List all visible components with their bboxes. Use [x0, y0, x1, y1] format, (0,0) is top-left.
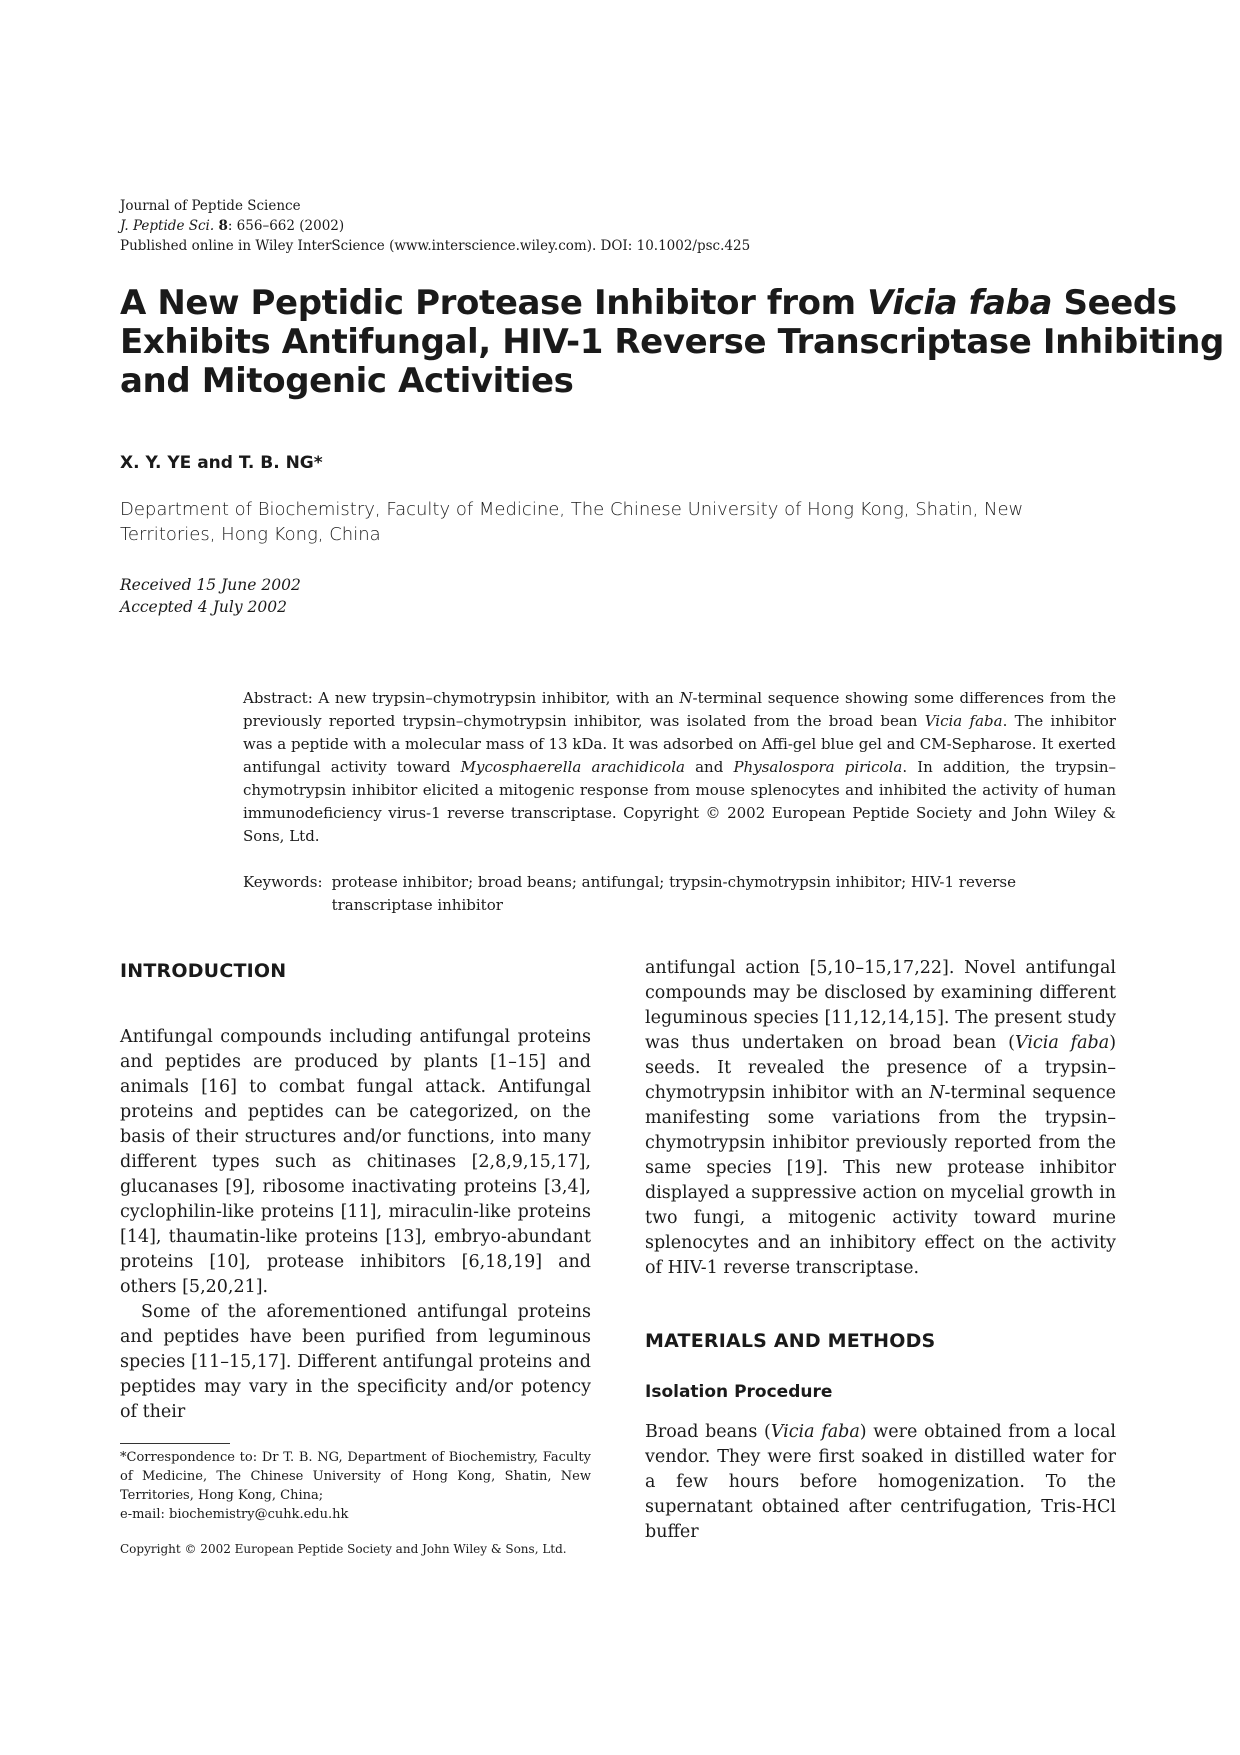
footnote-divider — [120, 1443, 230, 1444]
copyright-notice: Copyright © 2002 European Peptide Society and John Wiley & Sons, Ltd. — [120, 1542, 567, 1556]
methods-paragraph — [645, 1420, 1116, 1545]
left-column — [120, 1025, 591, 1425]
journal-header — [120, 196, 750, 256]
accepted-date: Accepted 4 July 2002 — [120, 598, 287, 616]
abstract-italic-fungus-2: Physalospora piricola — [733, 758, 903, 776]
intro-paragraph-1: Antifungal compounds including antifungal proteins and peptides are produced by plants [1–15] and animals [16] to combat fungal attack. Antifungal proteins and peptides can be categorized, on the basis of their structures and/or functions, into many different types such as chitinases [2,8,9,15,17], glucanases [9], ribosome inactivating proteins [3,4], cyclophilin-like proteins [11], miraculin-like proteins [14], thaumatin-like proteins [13], embryo-abundant proteins [10], protease inhibitors [6,18,19] and others [5,20,21]. — [120, 1027, 591, 1297]
footnote-email: e-mail: biochemistry@cuhk.edu.hk — [120, 1507, 349, 1522]
right-column — [645, 956, 1116, 1281]
introduction-heading: INTRODUCTION — [120, 960, 287, 982]
intro-p3-part-c: -terminal sequence manifesting some variations from the trypsin–chymotrypsin inhibitor previously reported from the same species [19]. This new protease inhibitor displayed a suppressive action on mycelial growth in two fungi, a mitogenic activity toward murine splenocytes and an inhibitory effect on the activity of HIV-1 reverse transcriptase. — [645, 1083, 1116, 1278]
methods-part-a: Broad beans ( — [645, 1422, 771, 1442]
received-date: Received 15 June 2002 — [120, 576, 301, 594]
isolation-subheading: Isolation Procedure — [645, 1382, 833, 1402]
methods-paragraph-block — [645, 1420, 1116, 1545]
keywords — [243, 871, 1116, 917]
article-title — [120, 283, 1224, 401]
intro-paragraph-3 — [645, 956, 1116, 1281]
citation-pages: : 656–662 (2002) — [227, 218, 345, 234]
intro-paragraph-2: Some of the aforementioned antifungal proteins and peptides have been purified from leguminous species [11–15,17]. Different antifungal proteins and peptides may vary in the specificity and/or potency of their — [120, 1302, 591, 1422]
abstract-part-2: -terminal sequence showing some differences from the previously reported trypsin–chymotrypsin inhibitor, was isolated from the broad bean — [243, 689, 1116, 730]
correspondence-footnote — [120, 1448, 591, 1524]
methods-part-b: ) were obtained from a local vendor. They were first soaked in distilled water for a few hours before homogenization. To the supernatant obtained after centrifugation, Tris-HCl buffer — [645, 1422, 1117, 1542]
dates — [120, 574, 301, 618]
intro-p3-part-a: antifungal action [5,10–15,17,22]. Novel antifungal compounds may be disclosed by examining different leguminous species [11,12,14,15]. The present study was thus undertaken on broad bean ( — [645, 958, 1116, 1053]
intro-p3-italic-n: N — [929, 1083, 945, 1103]
online-info: Published online in Wiley InterScience (www.interscience.wiley.com). DOI: 10.1002/psc.425 — [120, 238, 751, 254]
intro-p3-species: Vicia faba — [1015, 1033, 1110, 1053]
abstract-part-4: and — [684, 758, 734, 776]
citation-abbrev: J. Peptide Sci. — [120, 218, 215, 234]
abstract-part-3: . The inhibitor was a peptide with a molecular mass of 13 kDa. It was adsorbed on Affi-gel blue gel and CM-Sepharose. It exerted antifungal activity toward — [243, 712, 1116, 776]
abstract-part-1: Abstract: A new trypsin–chymotrypsin inhibitor, with an — [243, 689, 680, 707]
footnote-address: *Correspondence to: Dr T. B. NG, Department of Biochemistry, Faculty of Medicine, The Chinese University of Hong Kong, Shatin, New Territories, Hong Kong, China; — [120, 1450, 591, 1503]
citation-line — [120, 216, 750, 236]
title-line-3: and Mitogenic Activities — [120, 361, 574, 401]
abstract-italic-species: Vicia faba — [924, 712, 1003, 730]
abstract-part-5: . In addition, the trypsin–chymotrypsin inhibitor elicited a mitogenic response from mouse splenocytes and inhibited the activity of human immunodeficiency virus-1 reverse transcriptase. Copyright © 2002 European Peptide Society and John Wiley & Sons, Ltd. — [243, 758, 1117, 845]
intro-p3-part-b: ) seeds. It revealed the presence of a trypsin–chymotrypsin inhibitor with an — [645, 1033, 1117, 1103]
affiliation: Department of Biochemistry, Faculty of Medicine, The Chinese University of Hong Kong, Shatin, New Territories, Hong Kong, China — [120, 499, 1024, 545]
keywords-label: Keywords: — [243, 873, 323, 891]
methods-heading: MATERIALS AND METHODS — [645, 1330, 936, 1352]
title-species-name: Vicia faba — [867, 283, 1053, 323]
abstract-italic-n: N — [679, 689, 693, 707]
abstract — [243, 687, 1116, 848]
title-line-1 — [120, 283, 1177, 323]
citation-volume: 8 — [218, 218, 228, 234]
abstract-italic-fungus-1: Mycosphaerella arachidicola — [460, 758, 685, 776]
authors: X. Y. YE and T. B. NG* — [120, 453, 323, 473]
title-line-1-part-a: A New Peptidic Protease Inhibitor from — [120, 283, 868, 323]
journal-name: Journal of Peptide Science — [120, 198, 301, 214]
title-line-1-part-b: Seeds — [1052, 283, 1177, 323]
methods-species: Vicia faba — [770, 1422, 860, 1442]
keywords-text: protease inhibitor; broad beans; antifungal; trypsin-chymotrypsin inhibitor; HIV-1 reverse transcriptase inhibitor — [331, 873, 1016, 914]
abstract-text — [243, 687, 1116, 848]
title-line-2: Exhibits Antifungal, HIV-1 Reverse Transcriptase Inhibiting — [120, 322, 1224, 362]
